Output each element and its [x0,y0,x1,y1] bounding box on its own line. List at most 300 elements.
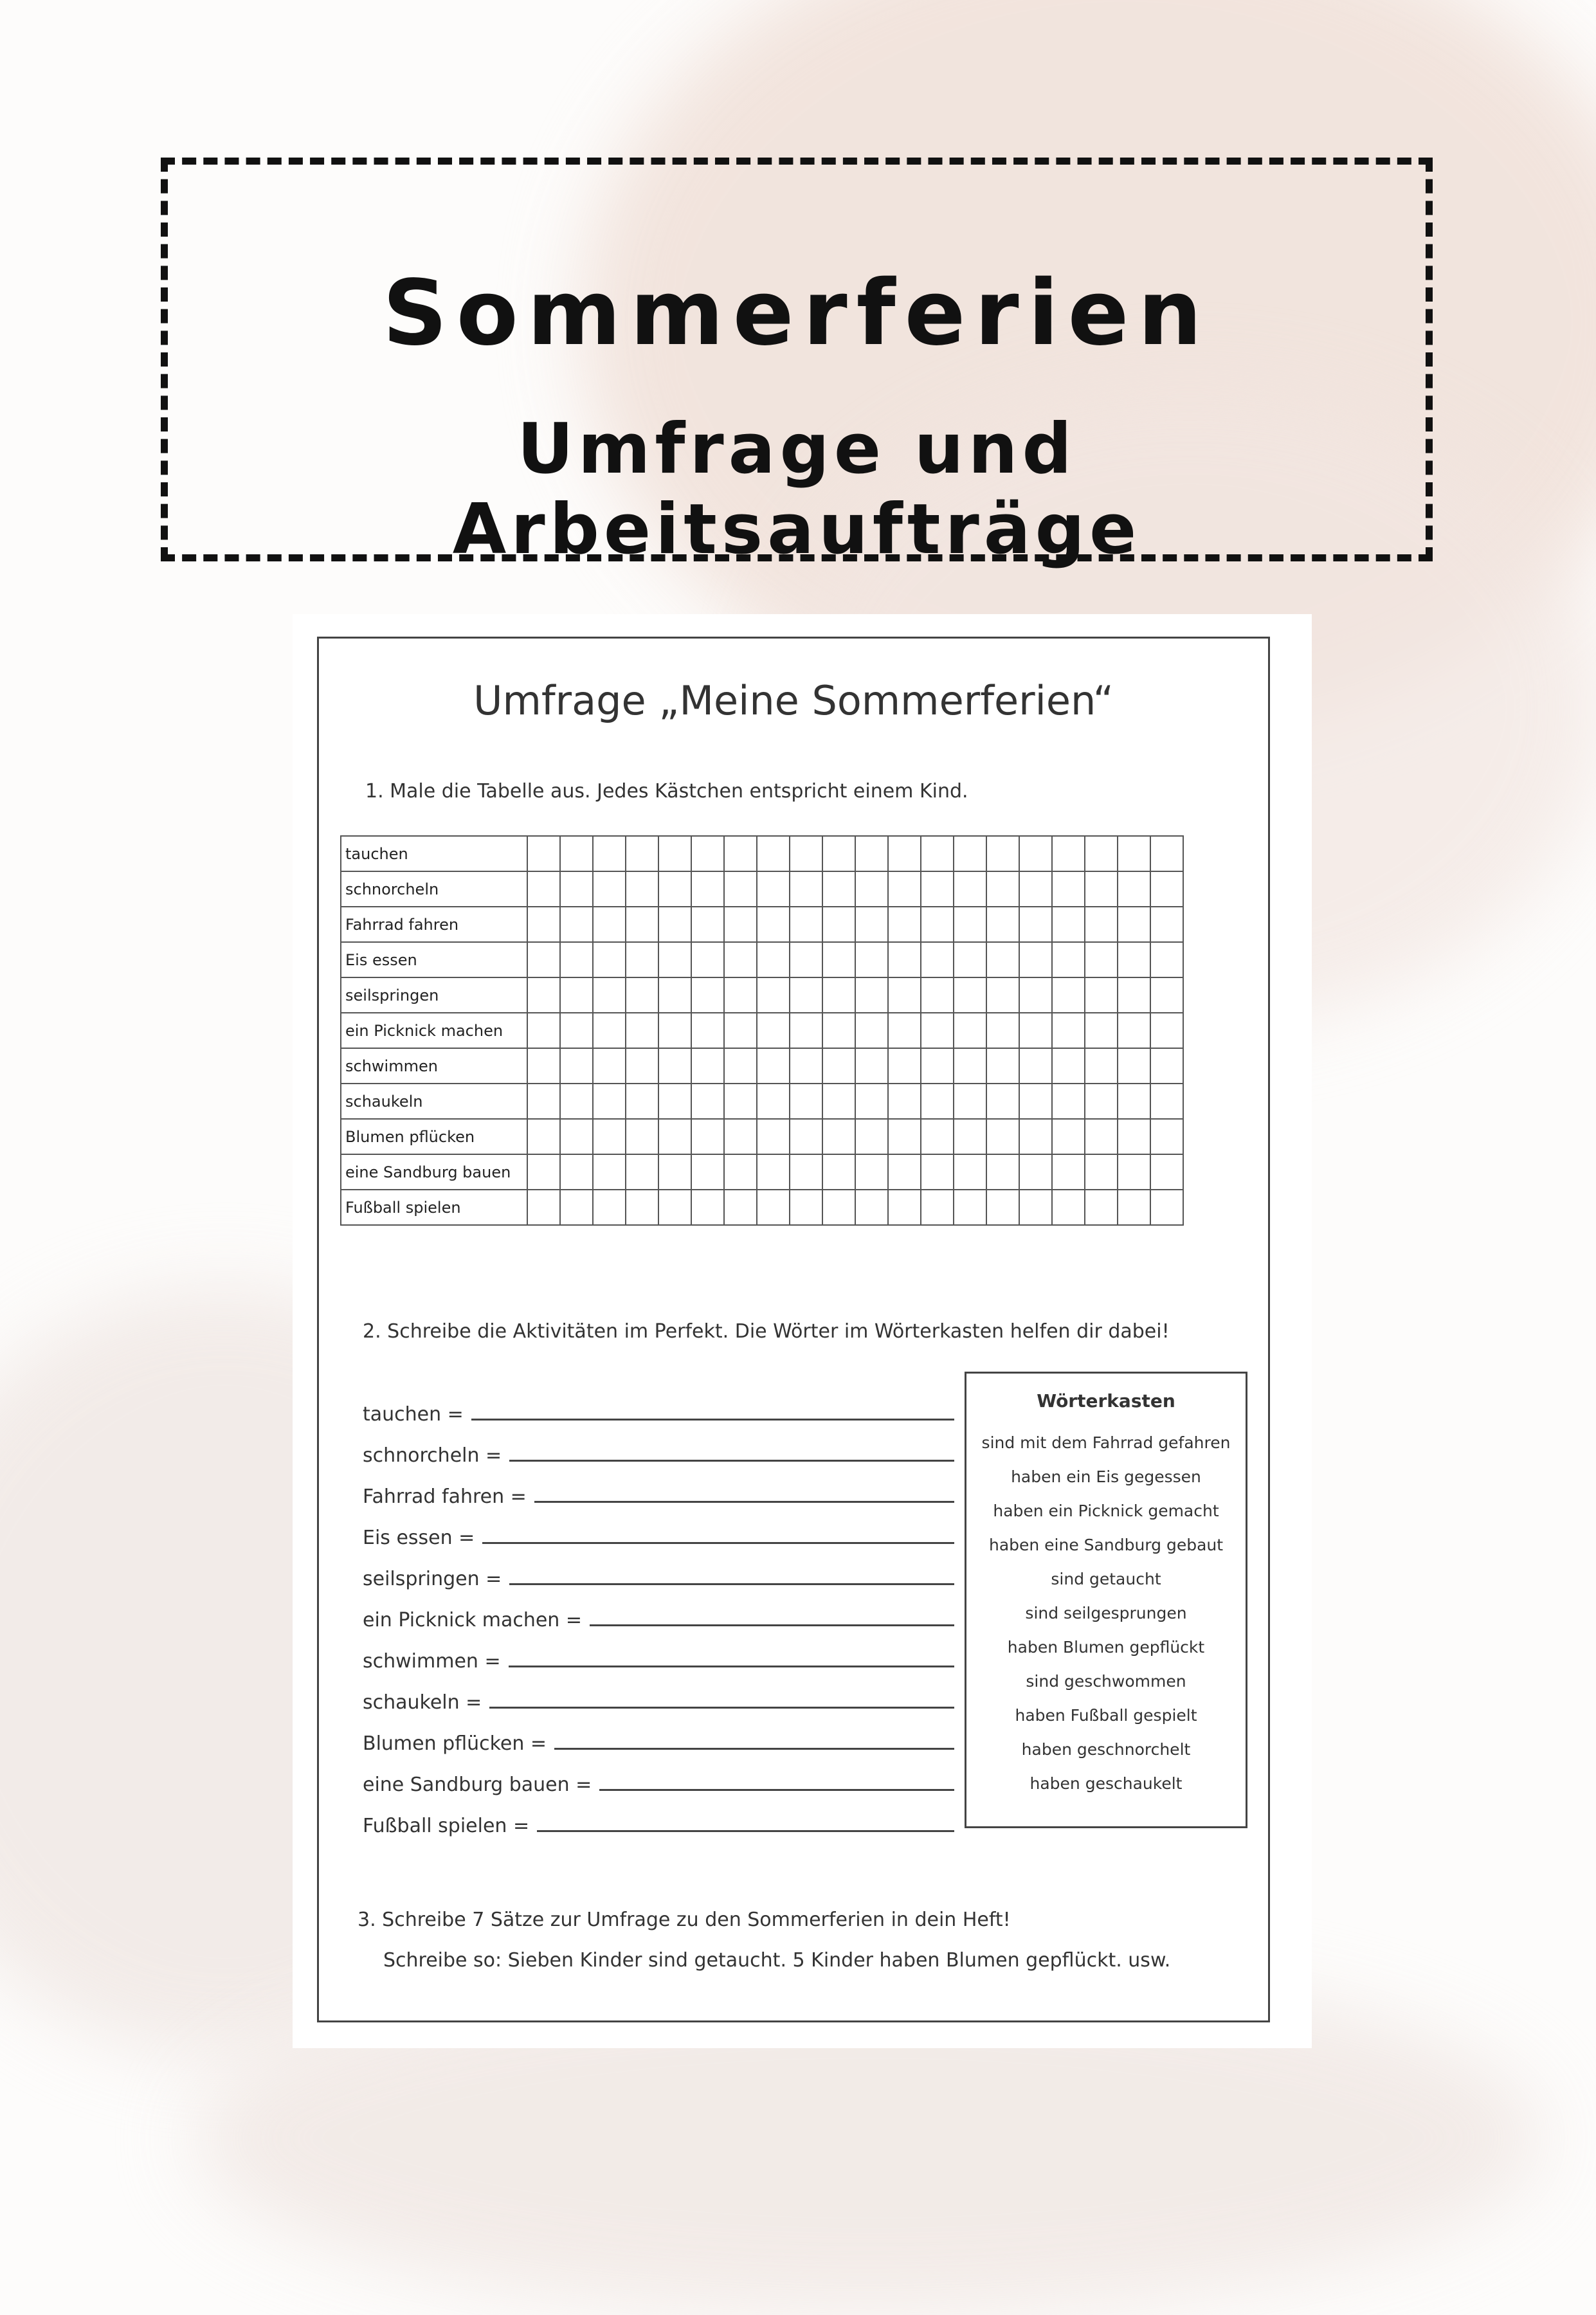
table-row [341,942,1183,977]
tally-cell[interactable] [1118,836,1150,871]
tally-cell[interactable] [1150,1190,1183,1225]
tally-cell[interactable] [1118,1190,1150,1225]
tally-cell[interactable] [790,1154,822,1190]
tally-cell[interactable] [954,871,986,907]
tally-cell[interactable] [921,1048,954,1084]
tally-cell[interactable] [658,942,691,977]
perfekt-prompt: schaukeln = [363,1691,482,1714]
perfekt-row [363,1590,954,1631]
cover-subtitle: Umfrage und Arbeitsaufträge [452,409,1141,570]
perfekt-prompt: schwimmen = [363,1650,501,1673]
tally-cell[interactable] [1085,1084,1118,1119]
word-box-item: haben eine Sandburg gebaut [988,1536,1224,1554]
tally-cell[interactable] [855,1190,888,1225]
tally-cell[interactable] [888,907,921,942]
table-row [341,1154,1183,1190]
tally-cell[interactable] [921,871,954,907]
tally-cell[interactable] [1019,1013,1052,1048]
tally-cell[interactable] [527,1048,560,1084]
word-box-item: haben ein Eis gegessen [1011,1467,1201,1486]
perfekt-prompt: Fahrrad fahren = [363,1485,527,1508]
perfekt-row [363,1508,954,1549]
tally-cell[interactable] [1150,977,1183,1013]
tally-cell[interactable] [986,871,1019,907]
tally-cell[interactable] [658,1084,691,1119]
tally-cell[interactable] [1150,907,1183,942]
tally-cell[interactable] [888,836,921,871]
tally-cell[interactable] [888,1190,921,1225]
tally-cell[interactable] [626,836,658,871]
tally-cell[interactable] [1118,1013,1150,1048]
perfekt-prompt: Fußball spielen = [363,1815,530,1837]
tally-cell[interactable] [1019,836,1052,871]
tally-cell[interactable] [626,1119,658,1154]
tally-cell[interactable] [1019,1084,1052,1119]
activity-label: schwimmen [341,1048,527,1084]
tally-cell[interactable] [724,1190,757,1225]
tally-cell[interactable] [560,942,593,977]
activity-label: ein Picknick machen [341,1013,527,1048]
tally-cell[interactable] [888,1154,921,1190]
tally-cell[interactable] [986,977,1019,1013]
tally-cell[interactable] [560,871,593,907]
tally-cell[interactable] [986,1084,1019,1119]
tally-cell[interactable] [1019,977,1052,1013]
tally-cell[interactable] [1085,907,1118,942]
tally-cell[interactable] [1118,871,1150,907]
tally-cell[interactable] [626,942,658,977]
tally-cell[interactable] [527,1119,560,1154]
tally-cell[interactable] [822,977,855,1013]
tally-cell[interactable] [724,1084,757,1119]
tally-cell[interactable] [527,871,560,907]
answer-line[interactable] [534,1501,954,1503]
tally-cell[interactable] [724,1154,757,1190]
tally-cell[interactable] [691,1084,724,1119]
tally-cell[interactable] [691,836,724,871]
tally-cell[interactable] [855,907,888,942]
tally-cell[interactable] [855,836,888,871]
tally-cell[interactable] [658,1190,691,1225]
cover-title: Sommerferien [382,261,1211,366]
tally-cell[interactable] [855,1013,888,1048]
tally-cell[interactable] [888,977,921,1013]
worksheet-preview [317,637,1270,2022]
answer-line[interactable] [509,1583,954,1585]
tally-cell[interactable] [921,942,954,977]
tally-cell[interactable] [954,1190,986,1225]
tally-cell[interactable] [691,1190,724,1225]
tally-cell[interactable] [790,907,822,942]
tally-cell[interactable] [527,1190,560,1225]
tally-cell[interactable] [855,1084,888,1119]
tally-cell[interactable] [593,942,626,977]
tally-cell[interactable] [593,836,626,871]
tally-cell[interactable] [888,1119,921,1154]
activity-label: tauchen [341,836,527,871]
tally-cell[interactable] [757,977,790,1013]
tally-cell[interactable] [954,907,986,942]
tally-cell[interactable] [822,1190,855,1225]
tally-cell[interactable] [1052,836,1085,871]
tally-cell[interactable] [822,836,855,871]
tally-cell[interactable] [691,1048,724,1084]
tally-cell[interactable] [560,1084,593,1119]
perfekt-prompt: Blumen pflücken = [363,1732,547,1755]
tally-cell[interactable] [986,1154,1019,1190]
tally-cell[interactable] [954,1048,986,1084]
perfekt-row [363,1384,954,1426]
table-row [341,977,1183,1013]
tally-cell[interactable] [757,1119,790,1154]
tally-cell[interactable] [527,942,560,977]
tally-cell[interactable] [790,1013,822,1048]
tally-cell[interactable] [757,1154,790,1190]
tally-cell[interactable] [1085,977,1118,1013]
tally-cell[interactable] [855,1119,888,1154]
tally-cell[interactable] [1150,1013,1183,1048]
tally-cell[interactable] [1019,907,1052,942]
word-box-item: haben Blumen gepflückt [1007,1638,1205,1657]
perfekt-row [363,1549,954,1590]
tally-cell[interactable] [954,977,986,1013]
tally-cell[interactable] [986,942,1019,977]
tally-cell[interactable] [1150,1084,1183,1119]
tally-cell[interactable] [658,1119,691,1154]
tally-cell[interactable] [757,1190,790,1225]
tally-cell[interactable] [724,977,757,1013]
tally-cell[interactable] [1019,942,1052,977]
tally-cell[interactable] [888,871,921,907]
tally-cell[interactable] [1085,1048,1118,1084]
word-box-item: sind mit dem Fahrrad gefahren [981,1433,1231,1452]
tally-cell[interactable] [986,836,1019,871]
tally-cell[interactable] [658,977,691,1013]
tally-cell[interactable] [1150,942,1183,977]
answer-line[interactable] [482,1542,954,1544]
task-2-instruction: 2. Schreibe die Aktivitäten im Perfekt. Die Wörter im Wörterkasten helfen dir dabei! [363,1320,1170,1343]
tally-cell[interactable] [855,1154,888,1190]
tally-cell[interactable] [658,907,691,942]
word-box-item: sind getaucht [1051,1570,1161,1588]
tally-cell[interactable] [1019,871,1052,907]
tally-cell[interactable] [757,871,790,907]
activity-label: Eis essen [341,942,527,977]
tally-cell[interactable] [921,907,954,942]
tally-cell[interactable] [921,1013,954,1048]
answer-line[interactable] [537,1830,954,1832]
tally-cell[interactable] [921,977,954,1013]
tally-cell[interactable] [593,1119,626,1154]
tally-cell[interactable] [954,1013,986,1048]
tally-cell[interactable] [888,1048,921,1084]
tally-cell[interactable] [1052,1048,1085,1084]
tally-cell[interactable] [1085,1013,1118,1048]
tally-cell[interactable] [593,977,626,1013]
tally-cell[interactable] [527,1013,560,1048]
table-row [341,836,1183,871]
tally-cell[interactable] [1019,1190,1052,1225]
tally-cell[interactable] [626,1154,658,1190]
perfekt-prompt: Eis essen = [363,1527,475,1549]
tally-cell[interactable] [1019,1119,1052,1154]
word-box-list [966,1433,1246,1808]
tally-cell[interactable] [658,1154,691,1190]
tally-cell[interactable] [1150,1119,1183,1154]
tally-cell[interactable] [1118,977,1150,1013]
tally-cell[interactable] [790,1119,822,1154]
table-row [341,1119,1183,1154]
tally-cell[interactable] [560,836,593,871]
tally-cell[interactable] [560,1013,593,1048]
tally-cell[interactable] [626,1190,658,1225]
perfekt-row [363,1631,954,1673]
tally-cell[interactable] [724,1013,757,1048]
word-box-title: Wörterkasten [1037,1390,1175,1412]
tally-cell[interactable] [560,1154,593,1190]
tally-cell[interactable] [527,1154,560,1190]
task-3-instruction: 3. Schreibe 7 Sätze zur Umfrage zu den Sommerferien in dein Heft! [358,1909,1011,1931]
answer-line[interactable] [554,1748,954,1750]
tally-cell[interactable] [986,1119,1019,1154]
tally-cell[interactable] [921,1154,954,1190]
tally-cell[interactable] [822,942,855,977]
tally-cell[interactable] [724,1048,757,1084]
tally-cell[interactable] [626,1048,658,1084]
tally-cell[interactable] [691,1154,724,1190]
tally-cell[interactable] [790,1190,822,1225]
tally-cell[interactable] [921,1084,954,1119]
word-box-item: haben Fußball gespielt [1015,1706,1197,1725]
tally-cell[interactable] [658,871,691,907]
perfekt-prompt: tauchen = [363,1403,464,1426]
answer-line[interactable] [509,1460,954,1462]
tally-cell[interactable] [1150,1154,1183,1190]
perfekt-prompt: ein Picknick machen = [363,1609,582,1631]
table-row [341,871,1183,907]
tally-cell[interactable] [1052,977,1085,1013]
tally-cell[interactable] [790,942,822,977]
tally-cell[interactable] [527,977,560,1013]
tally-cell[interactable] [954,942,986,977]
tally-cell[interactable] [1150,1048,1183,1084]
tally-cell[interactable] [560,1190,593,1225]
tally-cell[interactable] [954,1154,986,1190]
tally-cell[interactable] [822,1013,855,1048]
table-row [341,907,1183,942]
tally-cell[interactable] [954,836,986,871]
tally-cell[interactable] [691,1119,724,1154]
tally-cell[interactable] [1085,1119,1118,1154]
tally-cell[interactable] [954,1084,986,1119]
tally-cell[interactable] [1052,907,1085,942]
tally-cell[interactable] [757,1048,790,1084]
tally-cell[interactable] [921,836,954,871]
tally-cell[interactable] [986,907,1019,942]
tally-cell[interactable] [724,836,757,871]
tally-cell[interactable] [724,942,757,977]
tally-cell[interactable] [921,1119,954,1154]
activity-label: Blumen pflücken [341,1119,527,1154]
perfekt-row [363,1714,954,1755]
tally-cell[interactable] [888,1084,921,1119]
perfekt-row [363,1796,954,1837]
activity-label: seilspringen [341,977,527,1013]
tally-cell[interactable] [1052,1154,1085,1190]
tally-cell[interactable] [1150,871,1183,907]
tally-cell[interactable] [790,836,822,871]
tally-cell[interactable] [593,1048,626,1084]
tally-cell[interactable] [790,977,822,1013]
tally-cell[interactable] [1118,942,1150,977]
tally-cell[interactable] [822,907,855,942]
tally-cell[interactable] [822,1048,855,1084]
tally-cell[interactable] [1118,907,1150,942]
tally-cell[interactable] [527,907,560,942]
tally-cell[interactable] [691,977,724,1013]
tally-cell[interactable] [1052,942,1085,977]
answer-line[interactable] [599,1789,954,1791]
tally-cell[interactable] [560,907,593,942]
tally-cell[interactable] [658,1048,691,1084]
perfekt-prompt: seilspringen = [363,1568,502,1590]
tally-cell[interactable] [1118,1084,1150,1119]
tally-cell[interactable] [986,1190,1019,1225]
tally-cell[interactable] [626,1084,658,1119]
tally-cell[interactable] [560,1119,593,1154]
tally-cell[interactable] [1085,1154,1118,1190]
tally-cell[interactable] [822,1119,855,1154]
table-row [341,1048,1183,1084]
table-row [341,1190,1183,1225]
tally-cell[interactable] [822,1154,855,1190]
tally-cell[interactable] [593,907,626,942]
table-row [341,1013,1183,1048]
tally-cell[interactable] [658,836,691,871]
tally-cell[interactable] [626,977,658,1013]
tally-cell[interactable] [1150,836,1183,871]
tally-cell[interactable] [822,1084,855,1119]
tally-cell[interactable] [757,907,790,942]
tally-cell[interactable] [855,977,888,1013]
tally-cell[interactable] [724,1119,757,1154]
answer-line[interactable] [489,1707,954,1709]
tally-cell[interactable] [527,836,560,871]
tally-cell[interactable] [757,1084,790,1119]
task-3-example: Schreibe so: Sieben Kinder sind getaucht. 5 Kinder haben Blumen gepflückt. usw. [383,1949,1171,1972]
perfekt-row [363,1755,954,1796]
perfekt-prompt: eine Sandburg bauen = [363,1774,592,1796]
word-box-item: haben geschaukelt [1029,1774,1183,1793]
tally-cell[interactable] [790,1048,822,1084]
tally-cell[interactable] [855,871,888,907]
tally-cell[interactable] [593,1013,626,1048]
activity-label: eine Sandburg bauen [341,1154,527,1190]
tally-cell[interactable] [593,871,626,907]
tally-cell[interactable] [855,942,888,977]
table-row [341,1084,1183,1119]
tally-cell[interactable] [724,907,757,942]
tally-cell[interactable] [1052,1013,1085,1048]
tally-cell[interactable] [691,942,724,977]
activity-label: Fußball spielen [341,1190,527,1225]
word-box-item: haben geschnorchelt [1021,1740,1191,1759]
tally-cell[interactable] [1085,1190,1118,1225]
tally-cell[interactable] [1085,942,1118,977]
tally-cell[interactable] [986,1013,1019,1048]
title-frame [161,158,1433,570]
tally-cell[interactable] [560,977,593,1013]
tally-cell[interactable] [1052,1190,1085,1225]
tally-cell[interactable] [757,836,790,871]
answer-line[interactable] [509,1666,954,1667]
word-box-item: haben ein Picknick gemacht [993,1502,1219,1520]
tally-cell[interactable] [560,1048,593,1084]
tally-cell[interactable] [593,1084,626,1119]
tally-cell[interactable] [1052,1084,1085,1119]
tally-cell[interactable] [1118,1119,1150,1154]
tally-cell[interactable] [593,1154,626,1190]
task-1-instruction: 1. Male die Tabelle aus. Jedes Kästchen entspricht einem Kind. [365,780,968,803]
word-box-item: sind seilgesprungen [1025,1604,1187,1622]
tally-cell[interactable] [1019,1154,1052,1190]
perfekt-row [363,1467,954,1508]
tally-cell[interactable] [888,942,921,977]
tally-cell[interactable] [593,1190,626,1225]
tally-cell[interactable] [855,1048,888,1084]
perfekt-row [363,1673,954,1714]
word-box-item: sind geschwommen [1026,1672,1186,1691]
activity-label: Fahrrad fahren [341,907,527,942]
tally-cell[interactable] [527,1084,560,1119]
tally-cell[interactable] [986,1048,1019,1084]
activity-label: schnorcheln [341,871,527,907]
perfekt-exercise [363,1384,954,1837]
tally-cell[interactable] [691,1013,724,1048]
tally-cell[interactable] [626,871,658,907]
tally-cell[interactable] [1052,871,1085,907]
answer-line[interactable] [590,1624,954,1626]
tally-cell[interactable] [1118,1154,1150,1190]
tally-cell[interactable] [658,1013,691,1048]
perfekt-prompt: schnorcheln = [363,1444,502,1467]
worksheet-title: Umfrage „Meine Sommerferien“ [473,677,1114,724]
tally-cell[interactable] [921,1190,954,1225]
tally-cell[interactable] [757,942,790,977]
answer-line[interactable] [471,1419,954,1421]
tally-cell[interactable] [888,1013,921,1048]
tally-cell[interactable] [1052,1119,1085,1154]
tally-cell[interactable] [1085,836,1118,871]
tally-cell[interactable] [822,871,855,907]
tally-cell[interactable] [1118,1048,1150,1084]
perfekt-row [363,1426,954,1467]
tally-cell[interactable] [1019,1048,1052,1084]
tally-cell[interactable] [724,871,757,907]
activity-label: schaukeln [341,1084,527,1119]
tally-cell[interactable] [790,1084,822,1119]
tally-cell[interactable] [691,871,724,907]
tally-cell[interactable] [757,1013,790,1048]
tally-cell[interactable] [954,1119,986,1154]
tally-cell[interactable] [626,1013,658,1048]
word-box [965,1372,1247,1828]
tally-cell[interactable] [691,907,724,942]
survey-table [340,835,1184,1226]
tally-cell[interactable] [626,907,658,942]
tally-cell[interactable] [1085,871,1118,907]
tally-cell[interactable] [790,871,822,907]
